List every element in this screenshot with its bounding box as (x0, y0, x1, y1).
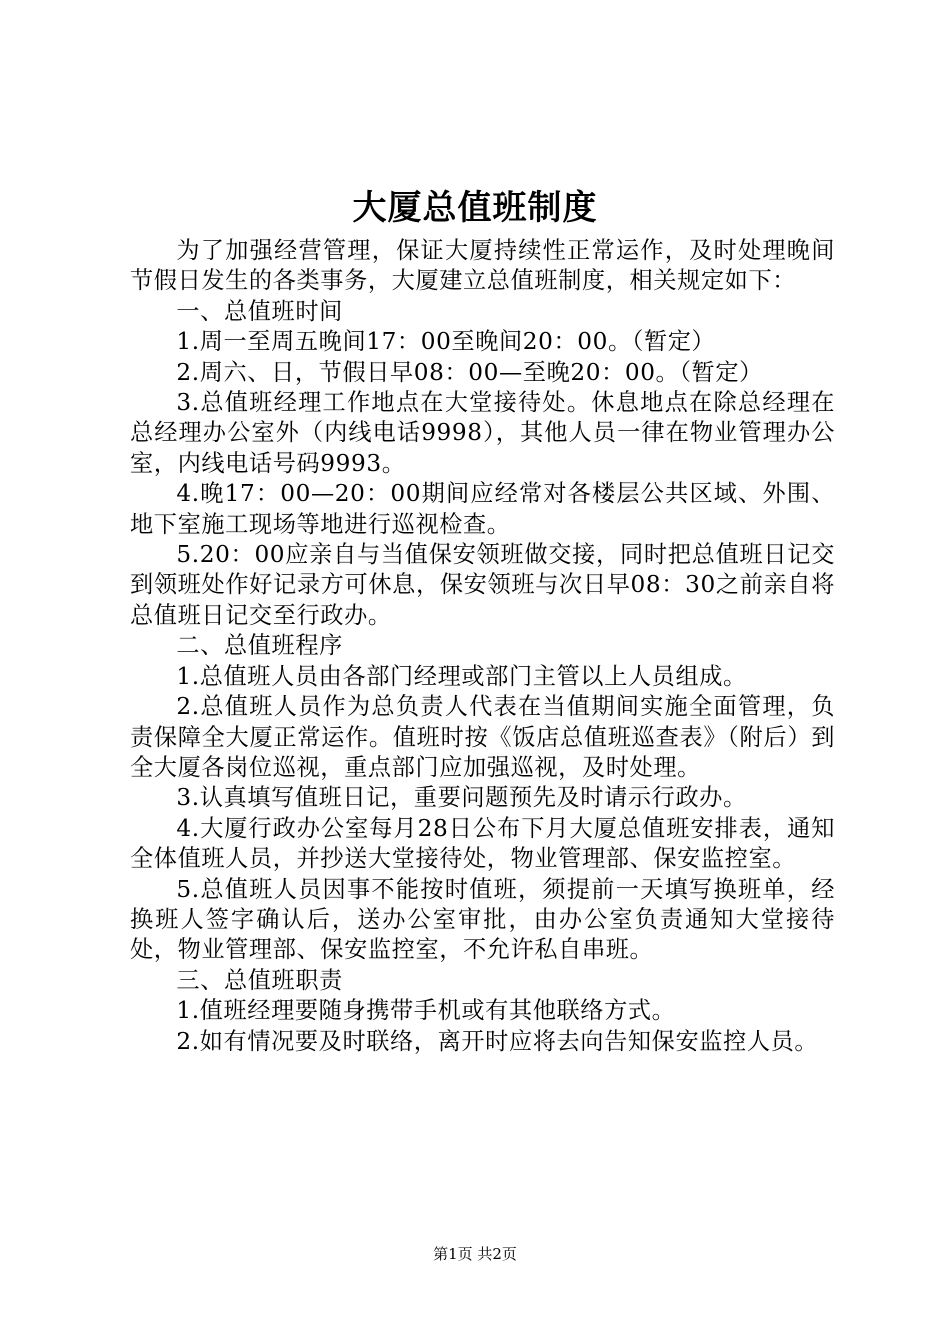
document-body (130, 236, 835, 1057)
page-footer: 第1页 共2页 (433, 1245, 517, 1263)
paragraph-duties-2: 2.如有情况要及时联络，离开时应将去向告知保安监控人员。 (176, 1027, 819, 1055)
paragraph-time-5: 5.20：00应亲自与当值保安领班做交接，同时把总值班日记交到领班处作好记录方可休息，保安领班与次日早08：30之前亲自将总值班日记交至行政办。 (130, 541, 835, 629)
paragraph-time-2: 2.周六、日，节假日早08：00—至晚20：00。（暂定） (176, 358, 763, 386)
section-heading-duties: 三、总值班职责 (176, 966, 343, 994)
paragraph-intro: 为了加强经营管理，保证大厦持续性正常运作，及时处理晚间节假日发生的各类事务，大厦建立总值班制度，相关规定如下： (130, 237, 835, 295)
paragraph-procedure-4: 4.大厦行政办公室每月28日公布下月大厦总值班安排表，通知全体值班人员，并抄送大堂接待处，物业管理部、保安监控室。 (130, 814, 835, 873)
paragraph-time-1: 1.周一至周五晚间17：00至晚间20：00。（暂定） (176, 328, 716, 356)
paragraph-procedure-1: 1.总值班人员由各部门经理或部门主管以上人员组成。 (176, 662, 747, 690)
paragraph-time-4: 4.晚17：00—20：00期间应经常对各楼层公共区域、外围、地下室施工现场等地进行巡视检查。 (130, 480, 835, 538)
paragraph-duties-1: 1.值班经理要随身携带手机或有其他联络方式。 (176, 997, 676, 1025)
section-heading-procedure: 二、总值班程序 (176, 632, 343, 660)
paragraph-procedure-2: 2.总值班人员作为总负责人代表在当值期间实施全面管理，负责保障全大厦正常运作。值班时按《饭店总值班巡查表》（附后）到全大厦各岗位巡视，重点部门应加强巡视，及时处理。 (130, 693, 835, 781)
paragraph-time-3: 3.总值班经理工作地点在大堂接待处。休息地点在除总经理在总经理办公室外（内线电话9998），其他人员一律在物业管理办公室，内线电话号码9993。 (130, 389, 835, 477)
section-heading-time: 一、总值班时间 (176, 297, 343, 325)
page-title: 大厦总值班制度 (352, 188, 598, 228)
paragraph-procedure-5: 5.总值班人员因事不能按时值班，须提前一天填写换班单，经换班人签字确认后，送办公室审批，由办公室负责通知大堂接待处，物业管理部、保安监控室，不允许私自串班。 (130, 875, 835, 964)
paragraph-procedure-3: 3.认真填写值班日记，重要问题预先及时请示行政办。 (176, 784, 747, 812)
